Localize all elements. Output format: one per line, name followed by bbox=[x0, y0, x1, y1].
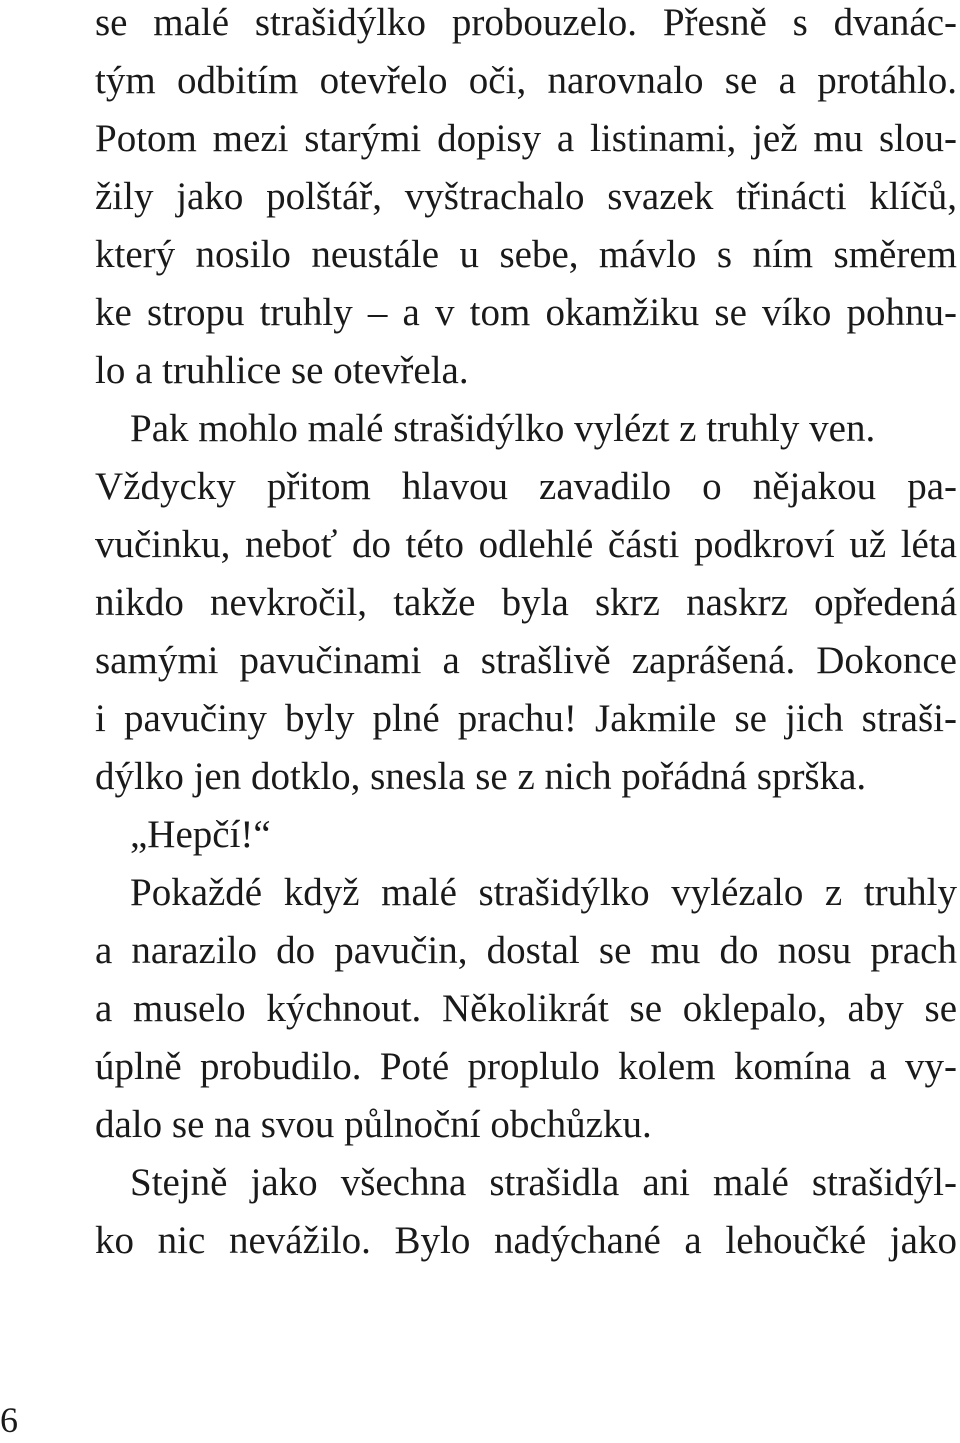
text-line: který nosilo neustále u sebe, mávlo s ním směrem bbox=[95, 233, 957, 276]
text-line: i pavučiny byly plné prachu! Jakmile se jich straši- bbox=[95, 697, 957, 740]
text-line: žily jako polštář, vyštrachalo svazek třinácti klíčů, bbox=[95, 175, 957, 218]
text-line: a narazilo do pavučin, dostal se mu do nosu prach bbox=[95, 929, 957, 972]
text-line: a muselo kýchnout. Několikrát se oklepalo, aby se bbox=[95, 987, 957, 1030]
text-line: vučinku, neboť do této odlehlé části podkroví už léta bbox=[95, 523, 957, 566]
text-line: se malé strašidýlko probouzelo. Přesně s dvanác- bbox=[95, 1, 957, 44]
text-line: samými pavučinami a strašlivě zaprášená. Dokonce bbox=[95, 639, 957, 682]
page-number: 6 bbox=[0, 1400, 18, 1440]
text-line: nikdo nevkročil, takže byla skrz naskrz opředená bbox=[95, 581, 957, 624]
text-line: „Hepčí!“ bbox=[130, 813, 271, 856]
text-line: lo a truhlice se otevřela. bbox=[95, 349, 469, 392]
text-line: Pokaždé když malé strašidýlko vylézalo z truhly bbox=[130, 871, 957, 914]
text-line: tým odbitím otevřelo oči, narovnalo se a protáhlo. bbox=[95, 59, 957, 102]
text-line: Vždycky přitom hlavou zavadilo o nějakou pa- bbox=[95, 465, 957, 508]
text-line: dalo se na svou půlnoční obchůzku. bbox=[95, 1103, 652, 1146]
text-line: Stejně jako všechna strašidla ani malé strašidýl- bbox=[130, 1161, 957, 1204]
text-line: úplně probudilo. Poté proplulo kolem komína a vy- bbox=[95, 1045, 957, 1088]
text-line: ko nic nevážilo. Bylo nadýchané a lehoučké jako bbox=[95, 1219, 957, 1262]
text-line: ke stropu truhly – a v tom okamžiku se víko pohnu- bbox=[95, 291, 957, 334]
text-line: dýlko jen dotklo, snesla se z nich pořádná sprška. bbox=[95, 755, 867, 798]
text-line: Potom mezi starými dopisy a listinami, jež mu slou- bbox=[95, 117, 957, 160]
text-line: Pak mohlo malé strašidýlko vylézt z truhly ven. bbox=[130, 407, 876, 450]
